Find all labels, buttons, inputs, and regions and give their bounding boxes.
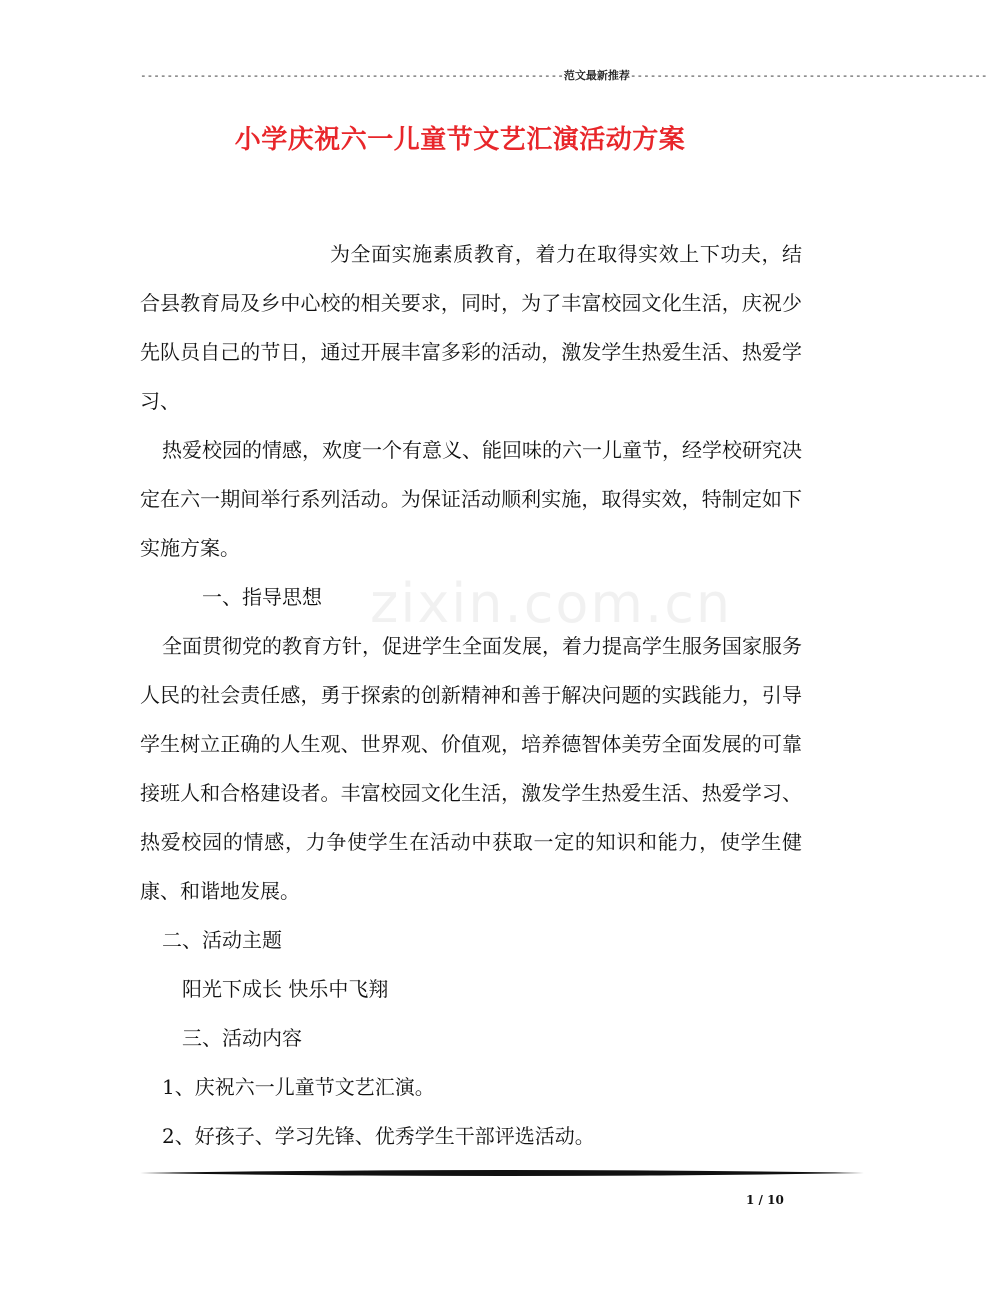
header-dashes-left: ---------------------------------------------------------------- <box>140 69 564 82</box>
paragraph-intro-continued: 热爱校园的情感，欢度一个有意义、能回味的六一儿童节，经学校研究决定在六一期间举行系列活动。为保证活动顺利实施，取得实效，特制定如下实施方案。 <box>140 438 802 560</box>
page-number: 1 / 10 <box>746 1193 784 1207</box>
footer-rule <box>140 1168 864 1178</box>
section-heading-theme: 二、活动主题 <box>162 928 282 952</box>
document-title: 小学庆祝六一儿童节文艺汇演活动方案 <box>234 125 686 155</box>
document-body <box>140 230 802 1161</box>
paragraph-theme: 阳光下成长 快乐中飞翔 <box>182 977 389 1001</box>
header-dashes-right: ------------------------------------------------------ <box>629 69 987 82</box>
watermark: zixin.com.cn <box>370 572 733 635</box>
list-item-content-2: 2、好孩子、学习先锋、优秀学生干部评选活动。 <box>162 1124 595 1148</box>
list-item-content-1: 1、庆祝六一儿童节文艺汇演。 <box>162 1075 435 1099</box>
header-label: 范文最新推荐 <box>563 69 630 82</box>
paragraph-guiding-thought: 全面贯彻党的教育方针，促进学生全面发展，着力提高学生服务国家服务人民的社会责任感，勇于探索的创新精神和善于解决问题的实践能力，引导学生树立正确的人生观、世界观、价值观，培养德智体美劳全面发展的可靠接班人和合格建设者。丰富校园文化生活，激发学生热爱生活、热爱学习、热爱校园的情感，力争使学生在活动中获取一定的知识和能力，使学生健康、和谐地发展。 <box>140 634 802 903</box>
section-heading-guiding-thought: 一、指导思想 <box>202 585 322 609</box>
paragraph-intro: 为全面实施素质教育，着力在取得实效上下功夫，结合县教育局及乡中心校的相关要求，同时，为了丰富校园文化生活，庆祝少先队员自己的节日，通过开展丰富多彩的活动，激发学生热爱生活、热爱学习、 <box>140 242 802 413</box>
header-line <box>140 68 987 84</box>
section-heading-content: 三、活动内容 <box>182 1026 302 1050</box>
